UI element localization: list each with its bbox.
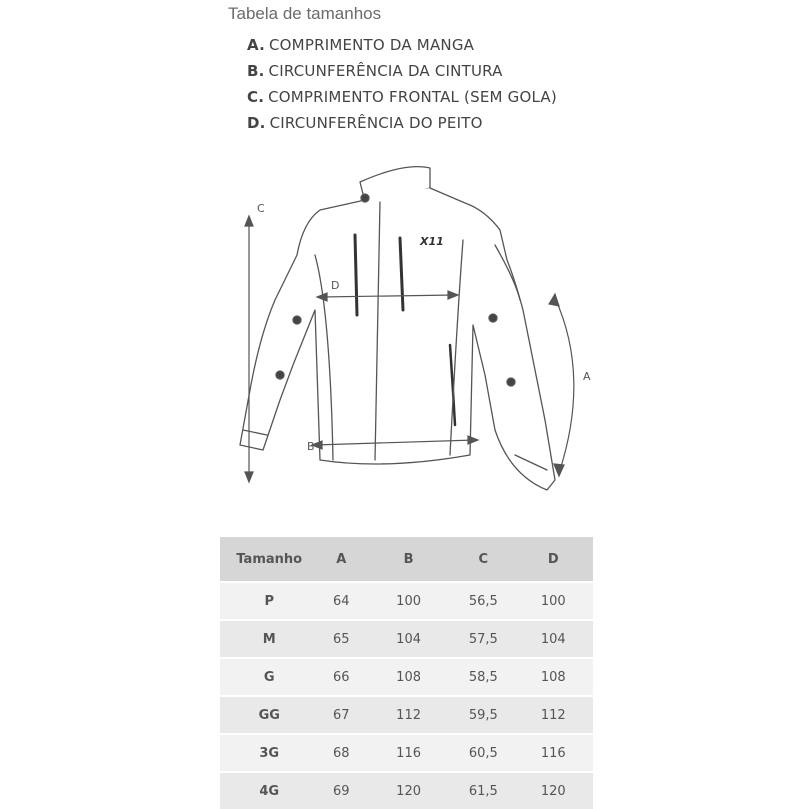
label-c: C xyxy=(257,202,265,215)
table-row xyxy=(220,582,593,620)
cell-c: 58,5 xyxy=(453,658,514,696)
cell-a: 64 xyxy=(318,582,364,620)
collar-snap xyxy=(361,194,369,202)
cell-a: 66 xyxy=(318,658,364,696)
size-table xyxy=(220,537,593,809)
cell-c: 57,5 xyxy=(453,620,514,658)
jacket-body-outline xyxy=(240,188,555,490)
cell-d: 116 xyxy=(514,734,593,772)
cell-c: 59,5 xyxy=(453,696,514,734)
arm-snap-right xyxy=(489,314,497,322)
cell-d: 112 xyxy=(514,696,593,734)
page-title: Tabela de tamanhos xyxy=(228,4,382,23)
table-row xyxy=(220,658,593,696)
cell-d: 100 xyxy=(514,582,593,620)
cell-b: 112 xyxy=(364,696,453,734)
header-size: Tamanho xyxy=(220,537,318,582)
cell-a: 67 xyxy=(318,696,364,734)
table-row xyxy=(220,620,593,658)
cell-size: 3G xyxy=(220,734,318,772)
cell-b: 116 xyxy=(364,734,453,772)
arm-snap-left-low xyxy=(276,371,284,379)
jacket-diagram xyxy=(215,160,605,495)
cell-size: 4G xyxy=(220,772,318,809)
cell-a: 69 xyxy=(318,772,364,809)
cell-b: 108 xyxy=(364,658,453,696)
table-header-row xyxy=(220,537,593,582)
header-b: B xyxy=(364,537,453,582)
header-c: C xyxy=(453,537,514,582)
a-arrow-bottom xyxy=(554,464,564,476)
legend-item-c xyxy=(247,87,557,113)
cell-b: 100 xyxy=(364,582,453,620)
cell-b: 120 xyxy=(364,772,453,809)
left-chest-zip xyxy=(355,235,357,315)
label-a: A xyxy=(583,370,591,383)
arm-snap-right-low xyxy=(507,378,515,386)
cell-size: P xyxy=(220,582,318,620)
arm-snap-left xyxy=(293,316,301,324)
cell-c: 61,5 xyxy=(453,772,514,809)
legend-text: COMPRIMENTO FRONTAL (SEM GOLA) xyxy=(268,88,557,106)
legend-text: COMPRIMENTO DA MANGA xyxy=(269,36,475,54)
c-arrow-bottom xyxy=(245,472,253,482)
legend-key: A. xyxy=(247,36,265,54)
header-a: A xyxy=(318,537,364,582)
legend-key: D. xyxy=(247,114,266,132)
table-row xyxy=(220,734,593,772)
cell-size: G xyxy=(220,658,318,696)
cell-size: GG xyxy=(220,696,318,734)
a-arrow-top xyxy=(549,294,559,306)
brand-logo: X11 xyxy=(420,235,444,248)
legend-key: B. xyxy=(247,62,265,80)
cell-d: 104 xyxy=(514,620,593,658)
cell-b: 104 xyxy=(364,620,453,658)
cell-c: 60,5 xyxy=(453,734,514,772)
cell-d: 108 xyxy=(514,658,593,696)
legend-text: CIRCUNFERÊNCIA DO PEITO xyxy=(269,114,483,132)
cell-size: M xyxy=(220,620,318,658)
cell-d: 120 xyxy=(514,772,593,809)
label-b: B xyxy=(307,440,315,453)
legend-text: CIRCUNFERÊNCIA DA CINTURA xyxy=(268,62,503,80)
legend-item-b xyxy=(247,61,557,87)
table-row xyxy=(220,772,593,809)
legend-item-d xyxy=(247,113,557,139)
legend-item-a xyxy=(247,35,557,61)
header-d: D xyxy=(514,537,593,582)
cell-c: 56,5 xyxy=(453,582,514,620)
table-row xyxy=(220,696,593,734)
measurement-legend xyxy=(247,35,557,139)
cell-a: 68 xyxy=(318,734,364,772)
cell-a: 65 xyxy=(318,620,364,658)
legend-key: C. xyxy=(247,88,265,106)
b-arrow-right xyxy=(468,436,478,444)
label-d: D xyxy=(331,279,340,292)
c-arrow-top xyxy=(245,216,253,226)
